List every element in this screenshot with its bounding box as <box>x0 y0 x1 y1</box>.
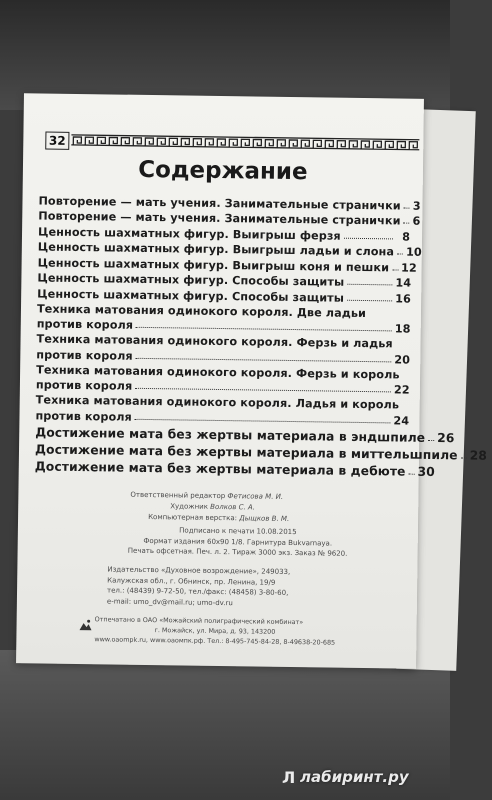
toc-page-number: 26 <box>437 430 455 445</box>
printer-line-2: г. Можайск, ул. Мира, д. 93, 143200 <box>154 626 276 636</box>
toc-entry-title: против короля <box>36 317 134 332</box>
toc-page-number: 8 <box>402 230 411 244</box>
toc-page-number: 20 <box>394 352 411 367</box>
toc-leader-dots <box>135 388 391 393</box>
toc-page-number: 10 <box>405 245 422 259</box>
page-number: 32 <box>45 132 69 150</box>
toc-leader-dots <box>404 223 410 224</box>
publisher-line-1: Издательство «Духовное возрождение», 249033, <box>107 565 291 576</box>
toc-page-number: 28 <box>469 447 488 463</box>
toc-entry-title: Повторение — мать учения. Занимательные странички <box>38 209 401 228</box>
labirint-logo-icon: Л <box>282 768 296 787</box>
credits-block <box>126 490 366 526</box>
toc-entry-title: Повторение — мать учения. Занимательные странички <box>38 193 401 213</box>
layout-line <box>126 512 366 526</box>
toc-leader-dots <box>461 457 467 458</box>
publisher-line-3: тел.: (48439) 9-72-50, тел./факс: (48458) 3-80-60, <box>107 586 289 597</box>
toc-page-number: 12 <box>401 261 417 275</box>
imprint-line-1: Подписано к печати 10.08.2015 <box>179 526 297 537</box>
toc-entry-title: Техника матования одинокого короля. Ферзь и ладья <box>36 332 393 351</box>
toc-entry-title: Ценность шахматных фигур. Способы защиты <box>37 286 345 305</box>
toc-entry-title: Ценность шахматных фигур. Выигрыш коня и пешки <box>37 255 390 274</box>
printer-line-1: Отпечатано в ОАО «Можайский полиграфический комбинат» <box>94 615 304 627</box>
toc-entry-title: Достижение мата без жертвы материала в дебюте <box>34 458 406 479</box>
toc-page-number: 3 <box>412 199 421 213</box>
toc-leader-dots <box>344 237 393 239</box>
toc-leader-dots <box>136 327 392 332</box>
toc-page-number: 30 <box>417 464 435 479</box>
artist-label: Художник <box>170 502 209 511</box>
toc-page-number: 16 <box>395 291 412 306</box>
editor-name: Фетисова М. И. <box>227 492 284 501</box>
toc-entry-title: Ценность шахматных фигур. Выигрыш ферзя <box>37 224 341 243</box>
printer-block <box>94 614 384 648</box>
toc-leader-dots <box>136 357 392 362</box>
toc-entry-title: Достижение мата без жертвы материала в миттельшпиле <box>34 441 458 462</box>
toc-page-number: 24 <box>393 413 410 428</box>
toc-leader-dots <box>135 418 391 423</box>
toc-leader-dots <box>347 299 392 301</box>
publisher-line-2: Калужская обл., г. Обнинск, пр. Ленина, 19/9 <box>107 575 276 587</box>
toc-leader-dots <box>409 473 415 474</box>
toc-entry-title: Достижение мата без жертвы материала в эндшпиле <box>35 424 426 445</box>
layout-name: Дыщков В. М. <box>239 514 290 523</box>
toc-leader-dots <box>397 253 403 254</box>
printer-line-3: www.oaompk.ru, www.oaoмпк.рф. Тел.: 8-495-745-84-28, 8-49638-20-685 <box>94 635 336 647</box>
publisher-line-4: e-mail: umo_dv@mail.ru; umo-dv.ru <box>106 596 233 607</box>
toc-entry-title: Техника матования одинокого короля. Ферзь и король <box>36 362 400 382</box>
imprint-line-2: Формат издания 60х90 1/8. Гарнитура Bukvarnaya. <box>143 536 333 548</box>
table-of-contents <box>34 191 488 479</box>
book-page <box>16 93 488 669</box>
toc-page-number: 6 <box>412 214 421 228</box>
toc-page-number: 22 <box>393 383 410 397</box>
toc-page-number: 14 <box>395 276 412 290</box>
toc-entry-title: против короля <box>35 378 133 393</box>
watermark-text: лабиринт.ру <box>300 768 409 786</box>
toc-leader-dots <box>392 269 398 270</box>
toc-entry-title: Техника матования одинокого короля. Две ладьи <box>36 301 367 320</box>
toc-leader-dots <box>347 284 392 286</box>
page-title: Содержание <box>138 156 308 186</box>
toc-leader-dots <box>428 439 434 440</box>
greek-key-border <box>71 132 419 153</box>
toc-entry-title: против короля <box>35 408 132 424</box>
toc-page-number: 18 <box>394 322 411 336</box>
toc-entry-title: Ценность шахматных фигур. Выигрыш ладьи и слона <box>37 240 395 259</box>
imprint-block <box>118 525 358 560</box>
printer-logo-icon <box>78 618 92 632</box>
publisher-block <box>107 564 358 609</box>
toc-entry-title: Ценность шахматных фигур. Способы защиты <box>37 271 345 289</box>
editor-label: Ответственный редактор <box>130 490 226 501</box>
imprint-line-3: Печать офсетная. Печ. л. 2. Тираж 3000 экз. Заказ № 9620. <box>127 546 348 558</box>
toc-entry-title: против короля <box>36 347 133 363</box>
layout-label: Компьютерная верстка: <box>148 513 238 523</box>
artist-name: Волков С. А. <box>210 502 256 512</box>
toc-entry-title: Техника матования одинокого короля. Ладья и король <box>35 393 400 412</box>
toc-leader-dots <box>404 207 410 208</box>
